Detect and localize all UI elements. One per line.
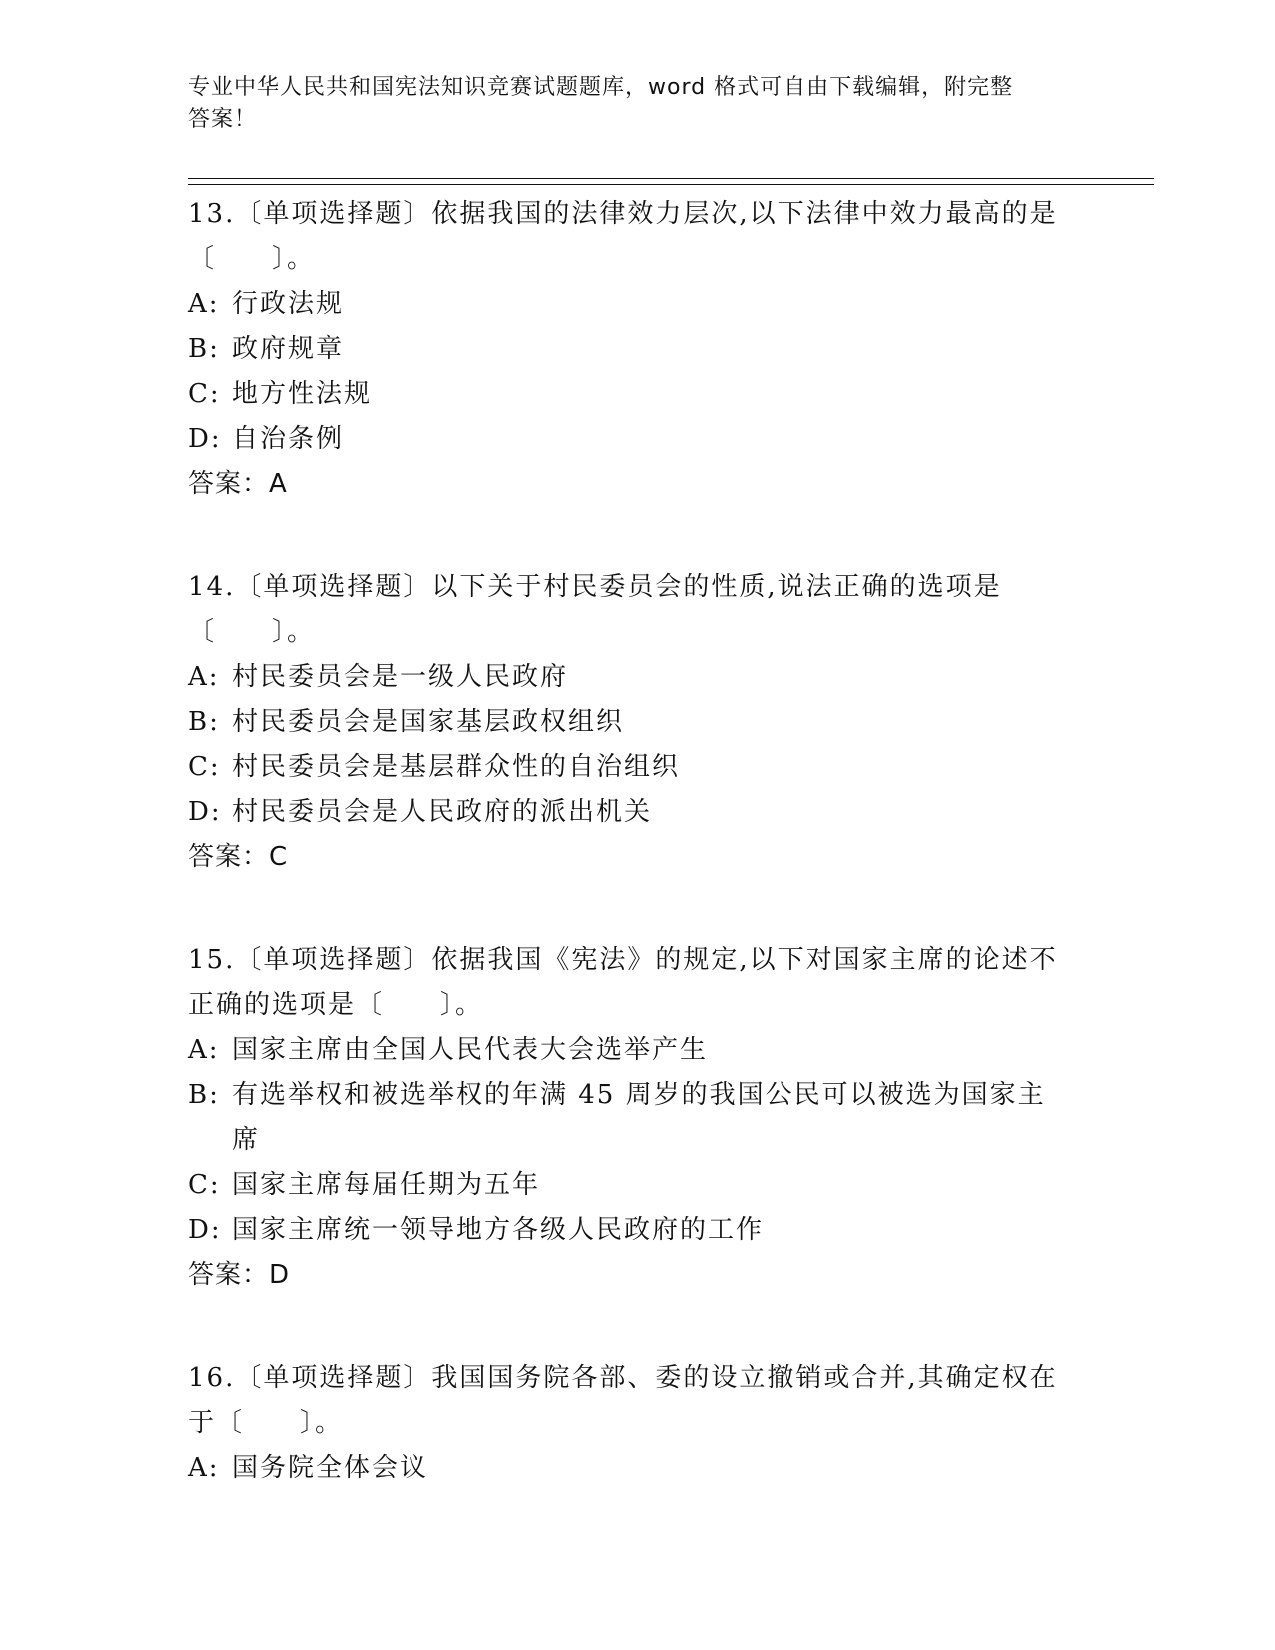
option-text: 政府规章 <box>232 334 345 364</box>
option-text: 行政法规 <box>232 289 345 319</box>
question-15 <box>188 938 1068 1298</box>
header-line-1: 专业中华人民共和国宪法知识竞赛试题题库，word 格式可自由下载编辑，附完整 <box>188 75 1014 100</box>
option-c <box>188 372 1068 417</box>
option-letter: A: <box>188 662 220 692</box>
option-d <box>188 417 1068 462</box>
option-letter: D: <box>188 1215 222 1245</box>
answer-line: 答案：A <box>188 469 288 499</box>
option-d <box>188 1208 1068 1253</box>
question-13 <box>188 192 1068 507</box>
header-line-2: 答案！ <box>188 107 258 132</box>
option-a <box>188 1446 1068 1491</box>
option-a <box>188 655 1068 700</box>
question-16 <box>188 1356 1068 1491</box>
answer-line: 答案：C <box>188 842 289 872</box>
option-letter: A: <box>188 289 220 319</box>
option-text: 村民委员会是国家基层政权组织 <box>232 707 625 737</box>
option-b <box>188 700 1068 745</box>
option-text: 自治条例 <box>232 424 345 454</box>
option-letter: C: <box>188 752 221 782</box>
double-divider <box>188 178 1154 185</box>
question-list <box>188 192 1068 1549</box>
document-header <box>188 72 1068 136</box>
option-text: 国家主席由全国人民代表大会选举产生 <box>232 1035 709 1065</box>
option-c <box>188 745 1068 790</box>
question-stem: 13.〔单项选择题〕依据我国的法律效力层次,以下法律中效力最高的是〔 〕。 <box>188 199 1058 274</box>
option-letter: B: <box>188 707 220 737</box>
option-text: 国务院全体会议 <box>232 1453 429 1483</box>
option-text: 地方性法规 <box>232 379 373 409</box>
option-text: 村民委员会是人民政府的派出机关 <box>232 797 653 827</box>
answer-line: 答案：D <box>188 1260 291 1290</box>
option-text: 国家主席统一领导地方各级人民政府的工作 <box>232 1215 765 1245</box>
option-c <box>188 1163 1068 1208</box>
option-letter: D: <box>188 424 222 454</box>
option-text: 村民委员会是基层群众性的自治组织 <box>232 752 681 782</box>
option-text: 国家主席每届任期为五年 <box>232 1170 541 1200</box>
option-letter: A: <box>188 1453 220 1483</box>
option-a <box>188 282 1068 327</box>
question-14 <box>188 565 1068 880</box>
option-letter: D: <box>188 797 222 827</box>
option-b <box>188 327 1068 372</box>
option-letter: B: <box>188 1080 220 1110</box>
option-text: 有选举权和被选举权的年满 45 周岁的我国公民可以被选为国家主席 <box>232 1080 1046 1155</box>
question-stem: 14.〔单项选择题〕以下关于村民委员会的性质,说法正确的选项是〔 〕。 <box>188 572 1002 647</box>
option-b <box>188 1073 1068 1163</box>
option-letter: B: <box>188 334 220 364</box>
question-stem: 16.〔单项选择题〕我国国务院各部、委的设立撤销或合并,其确定权在于〔 〕。 <box>188 1363 1058 1438</box>
option-a <box>188 1028 1068 1073</box>
option-letter: A: <box>188 1035 220 1065</box>
option-letter: C: <box>188 379 221 409</box>
option-letter: C: <box>188 1170 221 1200</box>
option-text: 村民委员会是一级人民政府 <box>232 662 569 692</box>
option-d <box>188 790 1068 835</box>
question-stem: 15.〔单项选择题〕依据我国《宪法》的规定,以下对国家主席的论述不正确的选项是〔 〕。 <box>188 945 1058 1020</box>
